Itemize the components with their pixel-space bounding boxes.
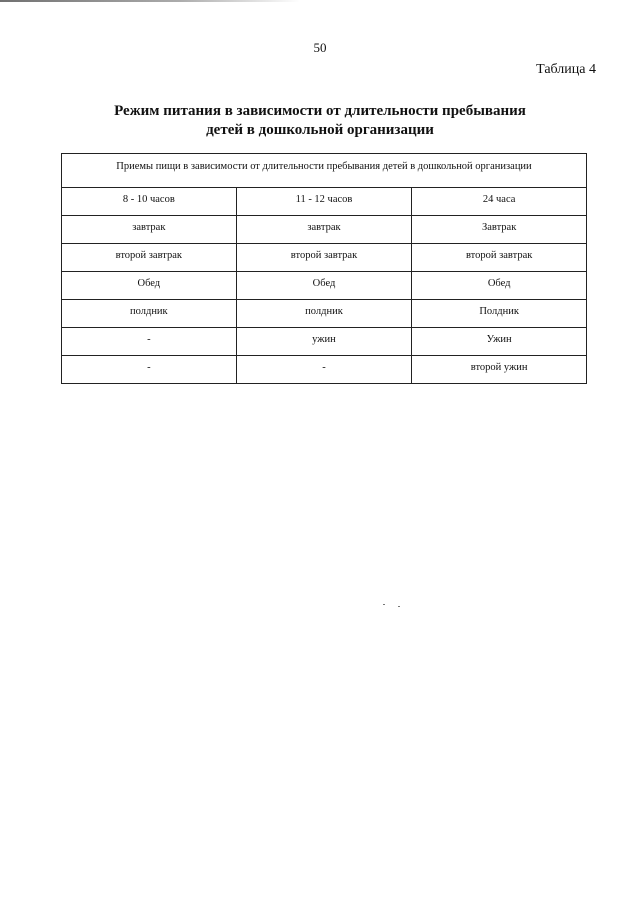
page-number: 50 xyxy=(313,40,327,55)
table-cell: Ужин xyxy=(412,328,587,356)
table-row xyxy=(62,328,587,356)
column-header-8-10-hours: 8 - 10 часов xyxy=(62,188,237,216)
table-cell: Обед xyxy=(236,272,412,300)
document-title xyxy=(0,102,640,140)
scan-speck xyxy=(383,604,385,605)
scan-edge-artifact xyxy=(0,0,300,2)
meal-schedule-table xyxy=(61,153,587,384)
table-row xyxy=(62,244,587,272)
table-cell: Обед xyxy=(62,272,237,300)
table-cell: - xyxy=(236,356,412,384)
table-header-row xyxy=(62,154,587,188)
table-cell: завтрак xyxy=(62,216,237,244)
table-column-header-row xyxy=(62,188,587,216)
table-row xyxy=(62,272,587,300)
table-cell: Обед xyxy=(412,272,587,300)
table-cell: полдник xyxy=(236,300,412,328)
table-cell: второй завтрак xyxy=(236,244,412,272)
column-header-11-12-hours: 11 - 12 часов xyxy=(236,188,412,216)
table-cell: ужин xyxy=(236,328,412,356)
document-title-line-1: Режим питания в зависимости от длительности пребывания xyxy=(114,103,526,119)
table-cell: второй завтрак xyxy=(412,244,587,272)
table-row xyxy=(62,300,587,328)
table-cell: Завтрак xyxy=(412,216,587,244)
document-title-line-2: детей в дошкольной организации xyxy=(206,122,434,138)
table-merged-header: Приемы пищи в зависимости от длительности пребывания детей в дошкольной организации xyxy=(62,154,587,188)
table-row xyxy=(62,356,587,384)
table-cell: - xyxy=(62,328,237,356)
table-cell: - xyxy=(62,356,237,384)
table-cell: второй ужин xyxy=(412,356,587,384)
table-cell: полдник xyxy=(62,300,237,328)
table-cell: Полдник xyxy=(412,300,587,328)
table-cell: завтрак xyxy=(236,216,412,244)
table-row xyxy=(62,216,587,244)
table-cell: второй завтрак xyxy=(62,244,237,272)
column-header-24-hours: 24 часа xyxy=(412,188,587,216)
table-caption: Таблица 4 xyxy=(536,62,596,77)
scan-speck xyxy=(398,606,400,607)
